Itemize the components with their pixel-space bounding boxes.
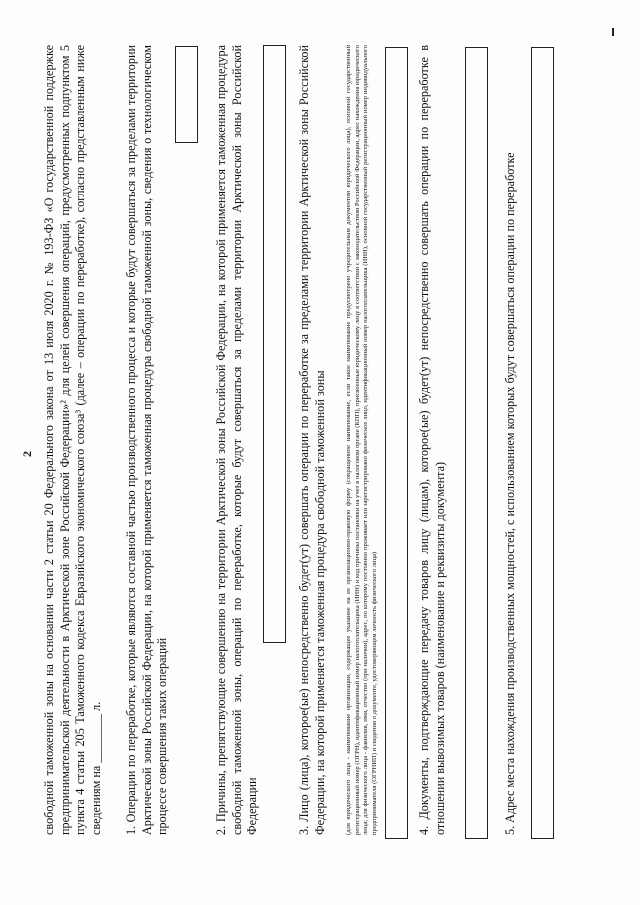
item-1-text: 1. Операции по переработке, которые являются составной частью производственного процесса и которые будут совершаться за пределами территории Арктической зоны Российской Федерации, на которой применяется таможенная процедура свободной таможенной зоны, сведения о технологическом процессе совершения таких операций (124, 45, 169, 835)
item-5-text: 5. Адрес места нахождения производственных мощностей, с использованием которых будут совершаться операции по переработке (503, 152, 517, 835)
intro-paragraph: свободной таможенной зоны на основании части 2 статьи 20 Федерального закона от 13 июля 2020 г. № 193-ФЗ «О государственной поддержке предпринимательской деятельности в Арктической зоне Российской Федерации»² для целей совершения операций, предусмотренных подпунктом 5 пункта 4 статьи 205 Таможенного кодекса Евразийского экономического союза³ (далее – операции по переработке), согласно представленным ниже сведениям на ________ л. (42, 45, 103, 835)
item-3-text: 3. Лицо (лица), которое(ые) непосредственно будет(ут) совершать операции по переработке за пределами территории Арктической зоны Российской Федерации, на которой применяется таможенная процедура свободной таможенной зоны (297, 45, 327, 835)
item-1-field[interactable] (175, 46, 198, 143)
item-2-text: 2. Причины, препятствующие совершению на территории Арктической зоны Российской Федерации, на которой применяется таможенная процедура свободной таможенной зоны, операций по переработке, которые будут совершаться за пределами территории Арктической зоны Российской Федерации (214, 45, 259, 835)
item-3-note: (для юридического лица - наименование организации, содержащее указание на ее организационно-правовую форму (сокращенное наименование, если такое наименование предусмотрено учредительным документом юридического лица), основной государственный регистрационный номер (ОГРН), идентификационный номер налогоплательщика (ИНН) и код причины постановки на учет в налоговом органе (КПП), присвоенные юридическому лицу в соответствии с законодательством Российской Федерации, адрес нахождения юридического лица; для физического лица - фамилия, имя, отчество (при наличии), адрес, по которому постоянно проживает или зарегистрировано физическое лицо, идентификационный номер налогоплательщика (ИНН), основной государственный регистрационный номер индивидуального предпринимателя (ОГРНИП) и сведения о документе, удостоверяющем личность физического лица) (345, 45, 378, 835)
item-3-field[interactable] (385, 47, 408, 839)
page-number: 2 (20, 451, 34, 457)
item-2-field[interactable] (263, 45, 286, 643)
item-5-field[interactable] (531, 47, 554, 839)
item-4-text: 4. Документы, подтверждающие передачу товаров лицу (лицам), которое(ые) будет(ут) непосредственно совершать операции по переработке в отношении вывозимых товаров (наименование и реквизиты документа) (417, 45, 447, 835)
item-4-field[interactable] (465, 47, 488, 839)
